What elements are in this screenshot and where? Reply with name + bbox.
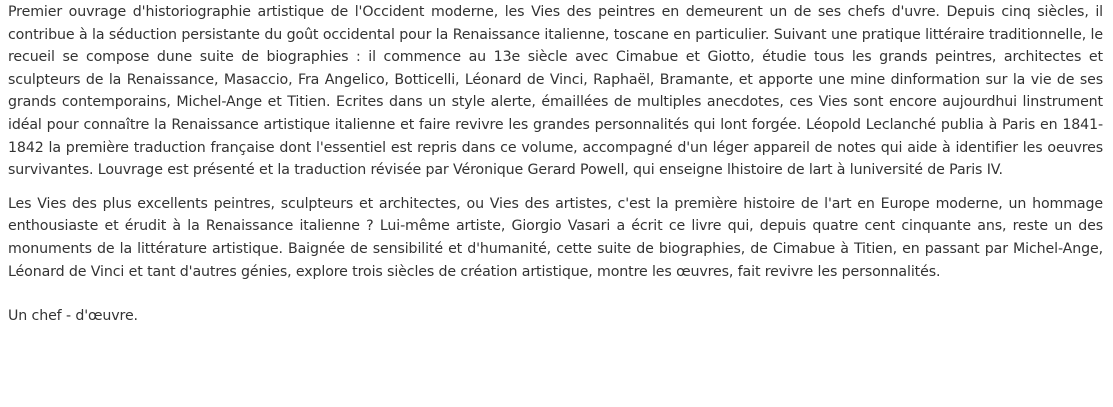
blank-line: [8, 283, 1103, 305]
paragraph-vies-des-artistes: Les Vies des plus excellents peintres, sculpteurs et architectes, ou Vies des artistes, c'est la première histoire de l'art en Europe moderne, un hommage enthousiaste et érudit à la Renaissance italienne ? Lui-même artiste, Giorgio Vasari a écrit ce livre qui, depuis quatre cent cinquante ans, reste un des monuments de la littérature artistique. Baignée de sensibilité et d'humanité, cette suite de biographies, de Cimabue à Titien, en passant par Michel-Ange, Léonard de Vinci et tant d'autres génies, explore trois siècles de création artistique, montre les œuvres, fait revivre les personnalités.: [8, 195, 1103, 280]
paragraph-historiography: Premier ouvrage d'historiographie artistique de l'Occident moderne, les Vies des peintres en demeurent un de ses chefs d'uvre. Depuis cinq siècles, il contribue à la séduction persistante du goût occidental pour la Renaissance italienne, toscane en particulier. Suivant une pratique littéraire traditionnelle, le recueil se compose dune suite de biographies : il commence au 13e siècle avec Cimabue et Giotto, étudie tous les grands peintres, architectes et sculpteurs de la Renaissance, Masaccio, Fra Angelico, Botticelli, Léonard de Vinci, Raphaël, Bramante, et apporte une mine dinformation sur la vie de ses grands contemporains, Michel-Ange et Titien. Ecrites dans un style alerte, émaillées de multiples anecdotes, ces Vies sont encore aujourdhui linstrument idéal pour connaître la Renaissance artistique italienne et faire revivre les grandes personnalités qui lont forgée. Léopold Leclanché publia à Paris en 1841-1842 la première traduction française dont l'essentiel est repris dans ce volume, accompagné d'un léger appareil de notes qui aide à identifier les oeuvres survivantes. Louvrage est présenté et la traduction révisée par Véronique Gerard Powell, qui enseigne lhistoire de lart à luniversité de Paris IV.: [8, 4, 1103, 179]
closing-line: Un chef - d'œuvre.: [8, 308, 138, 325]
